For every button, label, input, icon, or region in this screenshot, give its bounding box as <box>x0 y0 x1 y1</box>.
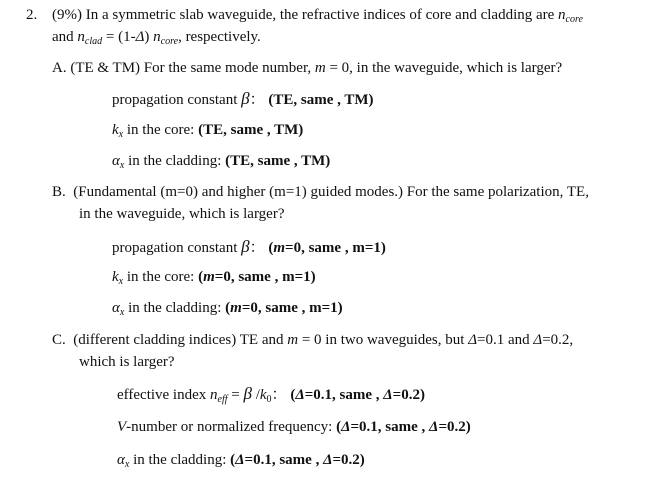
part-c-item-neff: effective index $n_{eff} = \beta$ $/k_0$： (Δ=0.1, same , Δ=0.2) <box>117 384 425 405</box>
part-c-prompt: C. (different cladding indices) TE and m = 0 in two waveguides, but Δ=0.1 and Δ=0.2, <box>52 332 574 348</box>
part-c-item-alpha: $\alpha_x$ in the cladding: (Δ=0.1, same , Δ=0.2) <box>117 452 365 470</box>
part-b-item-beta: propagation constant β： (m=0, same , m=1) <box>112 237 386 256</box>
part-b-item-alpha: $\alpha_x$ in the cladding: (m=0, same , m=1) <box>112 300 343 318</box>
part-b-item-kx: $k_x$ in the core: (m=0, same , m=1) <box>112 269 316 287</box>
part-b-prompt: B. (Fundamental (m=0) and higher (m=1) guided modes.) For the same polarization, TE, <box>52 184 589 200</box>
part-a-item-beta: propagation constant β： (TE, same , TM) <box>112 89 374 108</box>
part-a-prompt: A. (TE & TM) For the same mode number, m = 0, in the waveguide, which is larger? <box>52 60 563 76</box>
question-intro-line2: and $n_{clad} = (1-\Delta)$ $n_{core}$, respectively. <box>52 29 261 47</box>
part-b-prompt-line2: in the waveguide, which is larger? <box>79 206 285 222</box>
question-number: 2. <box>26 7 38 23</box>
part-c-item-vnumber: V-number or normalized frequency: (Δ=0.1, same , Δ=0.2) <box>117 419 471 435</box>
part-a-item-alpha: $\alpha_x$ in the cladding: (TE, same , TM) <box>112 153 331 171</box>
part-c-prompt-line2: which is larger? <box>79 354 175 370</box>
question-intro: (9%) In a symmetric slab waveguide, the refractive indices of core and cladding are $n_{core}$ <box>52 7 583 25</box>
part-a-item-kx: $k_x$ in the core: (TE, same , TM) <box>112 122 304 140</box>
